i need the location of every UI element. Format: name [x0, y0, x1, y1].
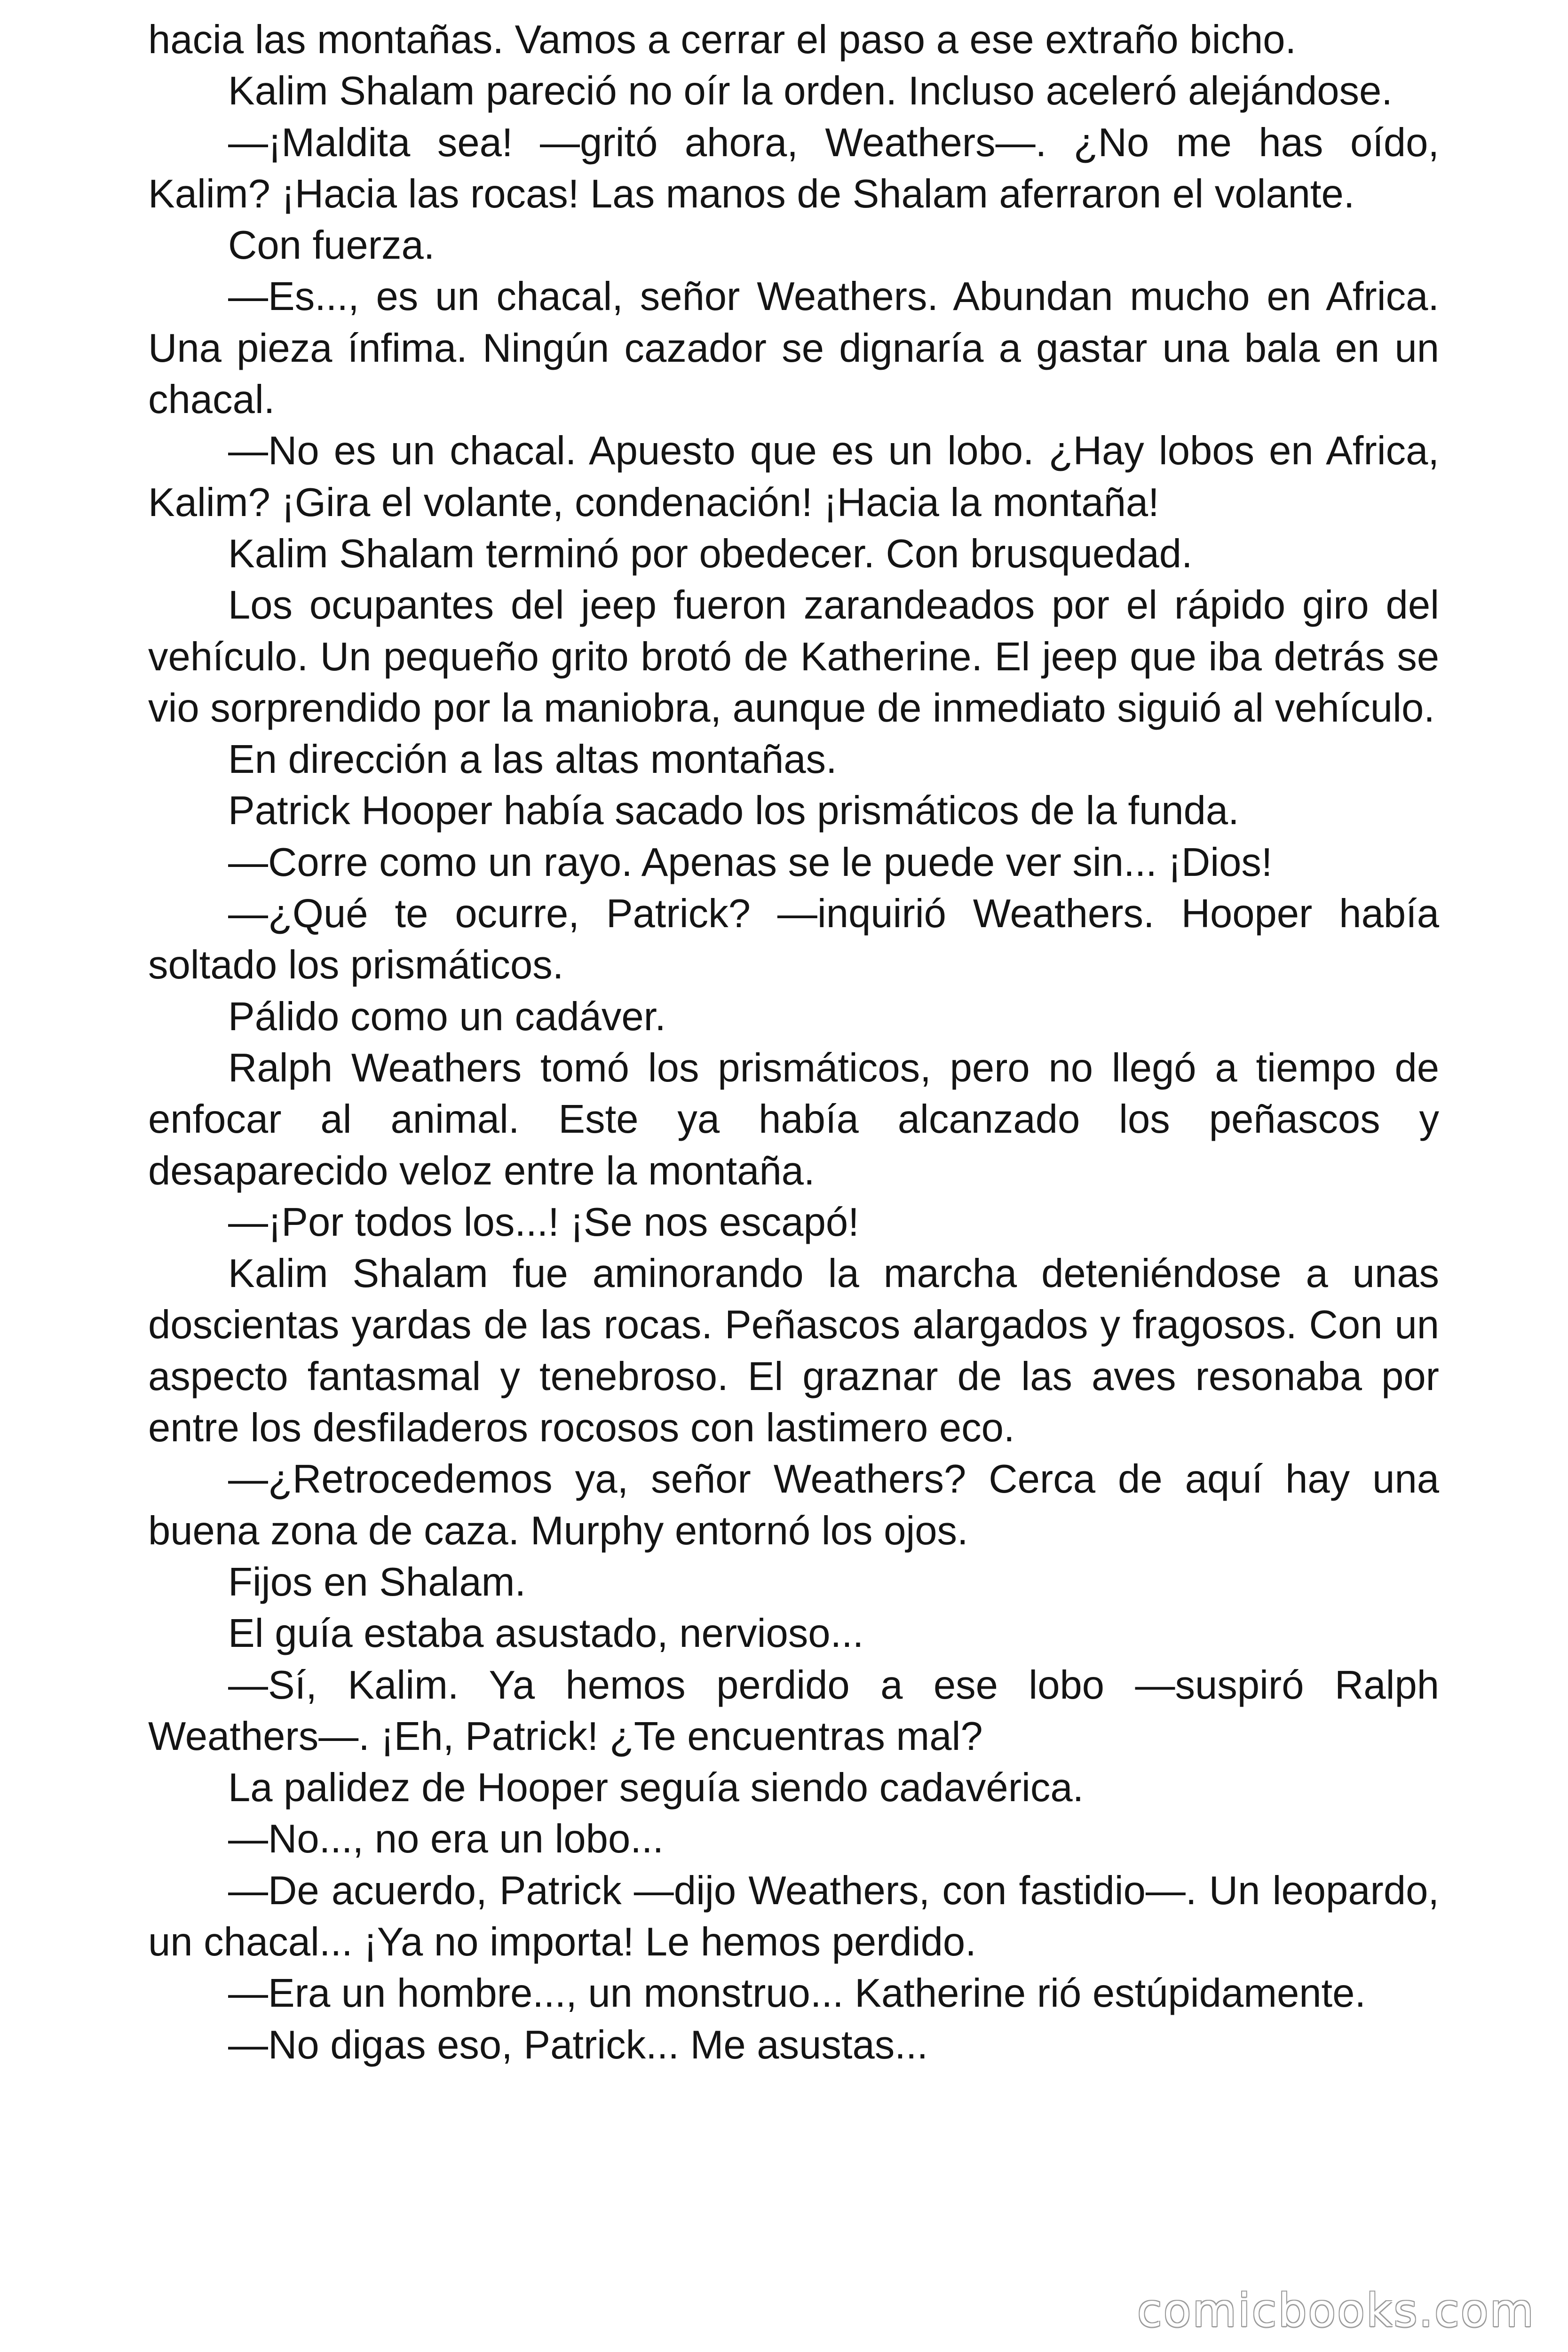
paragraph: —¡Maldita sea! —gritó ahora, Weathers—. ¿No me has oído, Kalim? ¡Hacia las rocas! Las manos de Shalam aferraron el volante.: [148, 120, 1439, 216]
paragraph: El guía estaba asustado, nervioso...: [228, 1611, 864, 1656]
paragraph: —¡Por todos los...! ¡Se nos escapó!: [228, 1200, 859, 1245]
paragraph: Kalim Shalam terminó por obedecer. Con brusquedad.: [228, 531, 1193, 576]
watermark: comicbooks.com: [1137, 2284, 1535, 2337]
paragraph: —Corre como un rayo. Apenas se le puede ver sin... ¡Dios!: [228, 840, 1273, 885]
paragraph: —De acuerdo, Patrick —dijo Weathers, con fastidio—. Un leopardo, un chacal... ¡Ya no importa! Le hemos perdido.: [148, 1868, 1439, 1964]
paragraph: Fijos en Shalam.: [228, 1559, 526, 1605]
paragraph: —Era un hombre..., un monstruo... Katherine rió estúpidamente.: [228, 1971, 1366, 2016]
paragraph: —No es un chacal. Apuesto que es un lobo. ¿Hay lobos en Africa, Kalim? ¡Gira el volante, condenación! ¡Hacia la montaña!: [148, 429, 1439, 525]
paragraph: En dirección a las altas montañas.: [228, 737, 837, 782]
paragraph: Con fuerza.: [228, 223, 435, 268]
paragraph: —Es..., es un chacal, señor Weathers. Abundan mucho en Africa. Una pieza ínfima. Ningún cazador se dignaría a gastar una bala en un chacal.: [148, 274, 1439, 422]
paragraph: —No digas eso, Patrick... Me asustas...: [228, 2022, 928, 2067]
paragraph: Kalim Shalam pareció no oír la orden. Incluso aceleró alejándose.: [228, 69, 1393, 114]
paragraph: hacia las montañas. Vamos a cerrar el paso a ese extraño bicho.: [148, 17, 1297, 62]
paragraph: Los ocupantes del jeep fueron zarandeados por el rápido giro del vehículo. Un pequeño grito brotó de Katherine. El jeep que iba detrás se vio sorprendido por la maniobra, aunque de inmediato siguió al vehículo.: [148, 583, 1439, 731]
paragraph: Ralph Weathers tomó los prismáticos, pero no llegó a tiempo de enfocar al animal. Este ya había alcanzado los peñascos y desaparecido veloz entre la montaña.: [148, 1045, 1439, 1193]
paragraph: Pálido como un cadáver.: [228, 994, 666, 1039]
body-text: [148, 14, 1439, 2071]
paragraph: —No..., no era un lobo...: [228, 1817, 664, 1862]
paragraph: —¿Retrocedemos ya, señor Weathers? Cerca de aquí hay una buena zona de caza. Murphy entornó los ojos.: [148, 1457, 1439, 1553]
paragraph: —¿Qué te ocurre, Patrick? —inquirió Weathers. Hooper había soltado los prismáticos.: [148, 891, 1439, 988]
paragraph: Patrick Hooper había sacado los prismáticos de la funda.: [228, 788, 1239, 834]
paragraph: —Sí, Kalim. Ya hemos perdido a ese lobo —suspiró Ralph Weathers—. ¡Eh, Patrick! ¿Te encuentras mal?: [148, 1662, 1439, 1759]
paragraph: La palidez de Hooper seguía siendo cadavérica.: [228, 1765, 1084, 1811]
paragraph: Kalim Shalam fue aminorando la marcha deteniéndose a unas doscientas yardas de las rocas. Peñascos alargados y fragosos. Con un aspecto fantasmal y tenebroso. El graznar de las aves resonaba por entre los desfiladeros rocosos con lastimero eco.: [148, 1251, 1439, 1451]
